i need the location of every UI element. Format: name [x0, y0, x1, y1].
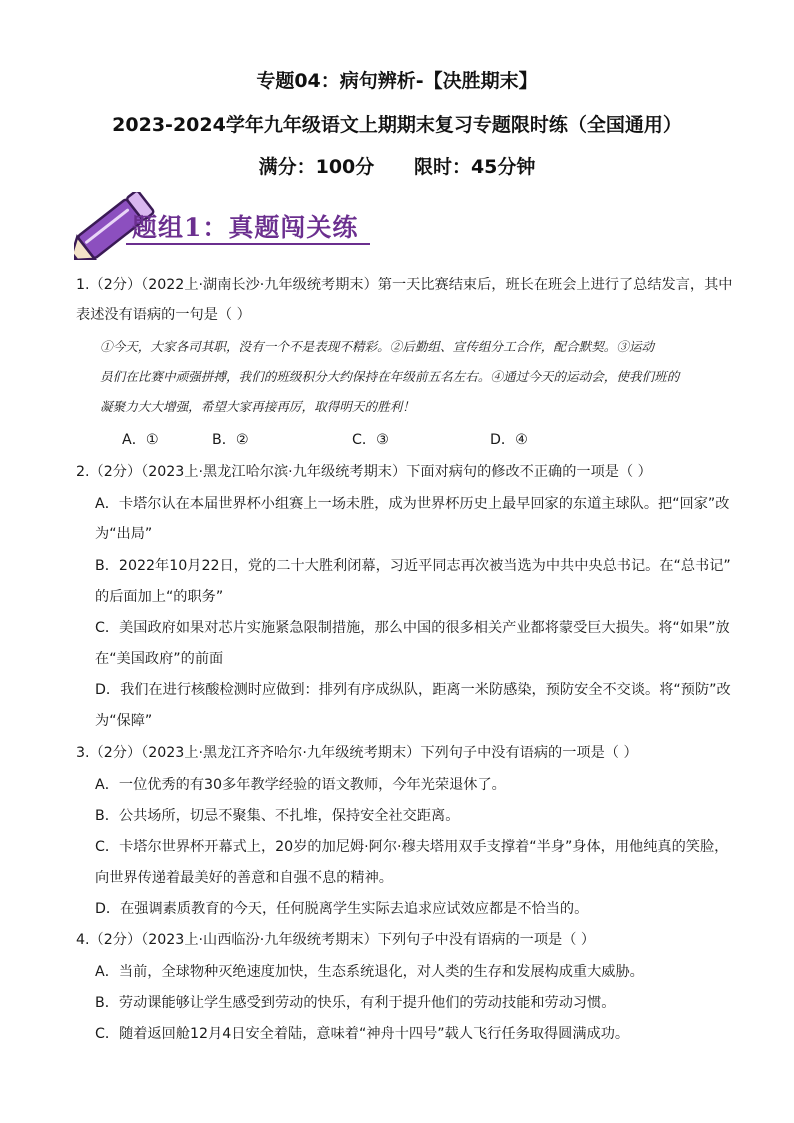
question-1-stem-line-1: 1.（2分）（2022上·湖南长沙·九年级统考期末）第一天比赛结束后，班长在班会上进行了总结发言，其中 [76, 277, 733, 293]
question-1-option-a[interactable]: A．① [122, 432, 159, 448]
question-1-passage-line-2: 员们在比赛中顽强拼搏，我们的班级积分大约保持在年级前五名左右。④通过今天的运动会，使我们班的 [100, 369, 680, 384]
document-subtitle: 2023-2024学年九年级语文上期期末复习专题限时练（全国通用） [112, 114, 682, 136]
question-1-passage-line-1: ①今天，大家各司其职，没有一个不是表现不精彩。②后勤组、宣传组分工合作，配合默契。③运动 [100, 339, 655, 354]
question-2-option-c-cont: 在“美国政府”的前面 [95, 651, 224, 667]
question-2-option-b[interactable]: B．2022年10月22日，党的二十大胜利闭幕，习近平同志再次被当选为中共中央总书记。在“总书记” [95, 558, 731, 574]
section-underline [126, 243, 370, 245]
question-3-option-a[interactable]: A．一位优秀的有30多年教学经验的语文教师，今年光荣退休了。 [95, 777, 506, 793]
question-2-option-d-cont: 为“保障” [95, 713, 153, 729]
section-label: 题组1：真题闯关练 [132, 213, 359, 242]
question-2-option-d[interactable]: D．我们在进行核酸检测时应做到：排列有序成纵队，距离一米防感染，预防安全不交谈。将“预防”改 [95, 682, 731, 698]
question-4-option-c[interactable]: C．随着返回舱12月4日安全着陆，意味着“神舟十四号”载人飞行任务取得圆满成功。 [95, 1026, 630, 1042]
question-2-option-c[interactable]: C．美国政府如果对芯片实施紧急限制措施，那么中国的很多相关产业都将蒙受巨大损失。将“如果”放 [95, 620, 730, 636]
document-title: 专题04：病句辨析-【决胜期末】 [256, 70, 538, 92]
score-time-line: 满分：100分 限时：45分钟 [258, 156, 536, 178]
question-4-option-b[interactable]: B．劳动课能够让学生感受到劳动的快乐，有利于提升他们的劳动技能和劳动习惯。 [95, 995, 616, 1011]
question-1-passage-line-3: 凝聚力大大增强，希望大家再接再厉，取得明天的胜利！ [100, 399, 415, 414]
question-3-option-c[interactable]: C．卡塔尔世界杯开幕式上，20岁的加尼姆·阿尔·穆夫塔用双手支撑着“半身”身体，用他纯真的笑脸， [95, 839, 729, 855]
question-3-option-b[interactable]: B．公共场所，切忌不聚集、不扎堆，保持安全社交距离。 [95, 808, 460, 824]
question-2-option-a[interactable]: A．卡塔尔认在本届世界杯小组赛上一场未胜，成为世界杯历史上最早回家的东道主球队。把“回家”改 [95, 496, 730, 512]
question-1-option-c[interactable]: C．③ [352, 432, 389, 448]
question-3-stem: 3.（2分）（2023上·黑龙江齐齐哈尔·九年级统考期末）下列句子中没有语病的一项是（ ） [76, 745, 638, 761]
question-1-option-b[interactable]: B．② [212, 432, 249, 448]
question-1-stem-line-2: 表述没有语病的一句是（ ） [76, 307, 251, 323]
question-2-option-a-cont: 为“出局” [95, 526, 153, 542]
question-4-option-a[interactable]: A．当前，全球物种灭绝速度加快，生态系统退化，对人类的生存和发展构成重大威胁。 [95, 964, 644, 980]
question-2-option-b-cont: 的后面加上“的职务” [95, 589, 224, 605]
question-4-stem: 4.（2分）（2023上·山西临汾·九年级统考期末）下列句子中没有语病的一项是（ ） [76, 932, 596, 948]
question-3-option-d[interactable]: D．在强调素质教育的今天，任何脱离学生实际去追求应试效应都是不恰当的。 [95, 901, 589, 917]
question-1-option-d[interactable]: D．④ [490, 432, 528, 448]
question-2-stem: 2.（2分）（2023上·黑龙江哈尔滨·九年级统考期末）下面对病句的修改不正确的一项是（ ） [76, 464, 652, 480]
question-3-option-c-cont: 向世界传递着最美好的善意和自强不息的精神。 [95, 870, 393, 886]
